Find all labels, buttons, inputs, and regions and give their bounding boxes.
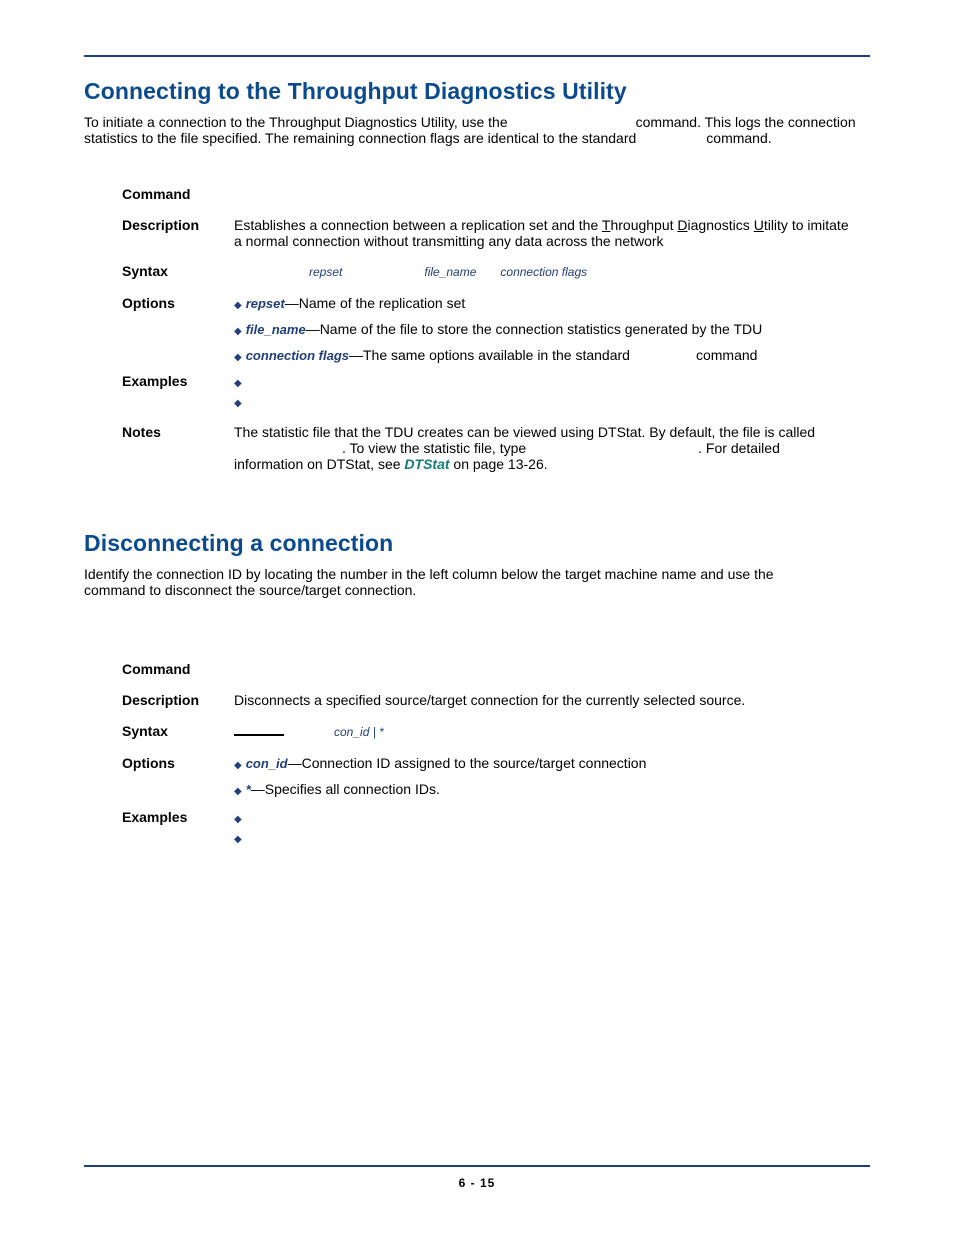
bullet-icon: ◆ xyxy=(234,834,242,845)
list-item: ◆ *—Specifies all connection IDs. xyxy=(234,781,440,797)
section1-intro xyxy=(84,114,874,146)
bullet-icon: ◆ xyxy=(234,378,242,389)
examples-label: Examples xyxy=(122,809,188,825)
notes-label: Notes xyxy=(122,424,161,440)
examples-list xyxy=(234,373,864,412)
list-item xyxy=(234,809,864,829)
description-label: Description xyxy=(122,217,200,233)
list-item xyxy=(234,373,864,393)
syntax-underline xyxy=(234,724,284,736)
syntax-param: con_id | * xyxy=(334,725,384,739)
bullet-icon: ◆ xyxy=(234,814,242,825)
list-item: ◆ repset—Name of the replication set xyxy=(234,295,466,311)
section-title-disconnect: Disconnecting a connection xyxy=(84,530,394,556)
options-label: Options xyxy=(122,755,175,771)
syntax-label: Syntax xyxy=(122,723,168,739)
description-label: Description xyxy=(122,692,200,708)
examples-list xyxy=(234,809,864,848)
list-item: ◆ connection flags—The same options available in the standard command xyxy=(234,347,758,363)
intro-text: command. This logs the connection xyxy=(635,114,856,130)
command-label: Command xyxy=(122,186,191,202)
options-list xyxy=(234,755,864,807)
syntax-text xyxy=(234,263,864,280)
bullet-icon: ◆ xyxy=(234,352,242,363)
list-item: ◆ file_name—Name of the file to store the connection statistics generated by the TDU xyxy=(234,321,763,337)
syntax-label: Syntax xyxy=(122,263,168,279)
command-label: Command xyxy=(122,661,191,677)
syntax-param: connection flags xyxy=(500,265,588,279)
list-item xyxy=(234,829,864,848)
bullet-icon: ◆ xyxy=(234,398,242,409)
description-text: Disconnects a specified source/target connection for the currently selected source. xyxy=(234,692,746,708)
bottom-rule xyxy=(84,1165,870,1167)
options-list xyxy=(234,295,864,373)
examples-label: Examples xyxy=(122,373,188,389)
intro-text: statistics to the file specified. The remaining connection flags are identical to the standard xyxy=(84,130,637,146)
list-item: ◆ con_id—Connection ID assigned to the source/target connection xyxy=(234,755,647,771)
syntax-param: file_name xyxy=(424,265,477,279)
intro-text: command. xyxy=(706,130,772,146)
section-title-tdu: Connecting to the Throughput Diagnostics Utility xyxy=(84,78,627,104)
syntax-param: repset xyxy=(309,265,343,279)
dtstat-link[interactable]: DTStat xyxy=(404,456,450,472)
description-text: Establishes a connection between a replication set and the Throughput Diagnostics Utility to imitate a normal connection without transmitting any data across the network xyxy=(234,217,849,249)
intro-text: To initiate a connection to the Throughput Diagnostics Utility, use the xyxy=(84,114,508,130)
bullet-icon: ◆ xyxy=(234,300,242,311)
list-item xyxy=(234,393,864,412)
options-label: Options xyxy=(122,295,175,311)
top-rule xyxy=(84,55,870,57)
notes-text: The statistic file that the TDU creates can be viewed using DTStat. By default, the file is called . To view the statistic file, type . For detailed information on DTStat, see DTStat on page 13-26. xyxy=(234,424,816,472)
bullet-icon: ◆ xyxy=(234,760,242,771)
syntax-text xyxy=(234,723,864,740)
bullet-icon: ◆ xyxy=(234,326,242,337)
section2-intro: Identify the connection ID by locating the number in the left column below the target machine name and use the command to disconnect the source/target connection. xyxy=(84,566,774,598)
bullet-icon: ◆ xyxy=(234,786,242,797)
page-number: 6 - 15 xyxy=(458,1176,496,1190)
